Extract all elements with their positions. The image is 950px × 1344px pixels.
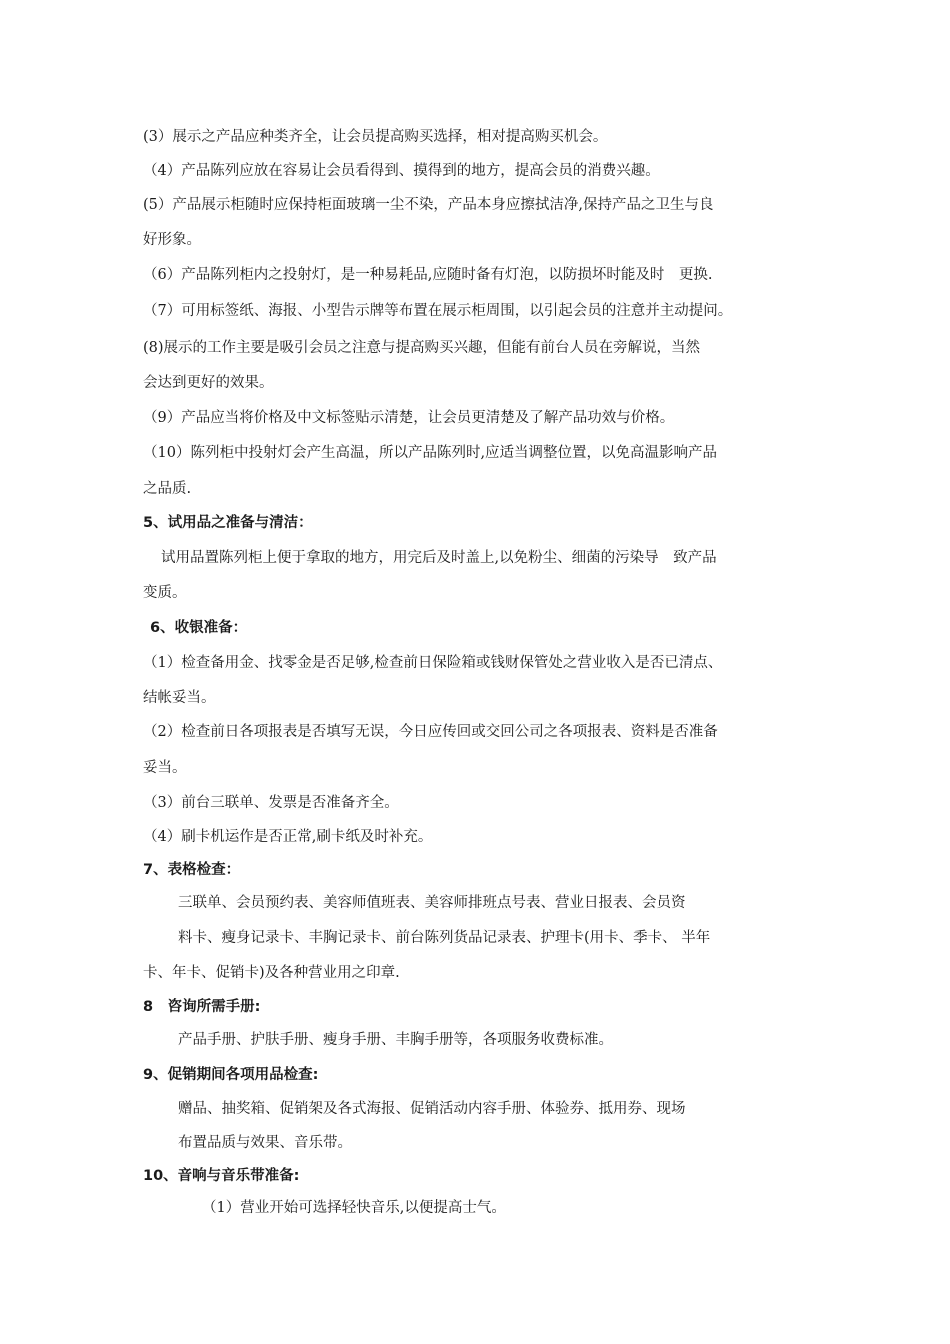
section-heading-6: 6、收银准备： <box>150 620 248 636</box>
section-heading-9: 9、促销期间各项用品检查: <box>143 1067 319 1083</box>
list-item: 结帐妥当。 <box>143 690 216 706</box>
section-heading-5: 5、试用品之准备与清洁： <box>143 515 313 531</box>
paragraph-line: 赠品、抽奖箱、促销架及各式海报、促销活动内容手册、体验券、抵用券、现场 <box>178 1101 686 1117</box>
paragraph-line: 布置品质与效果、音乐带。 <box>178 1135 352 1151</box>
list-item: （4）刷卡机运作是否正常,刷卡纸及时补充。 <box>143 829 433 845</box>
list-item: （1）检查备用金、找零金是否足够,检查前日保险箱或钱财保管处之营业收入是否已清点、 <box>143 655 723 671</box>
paragraph-line: 产品手册、护肤手册、瘦身手册、丰胸手册等，各项服务收费标准。 <box>178 1032 613 1048</box>
list-item: （3）前台三联单、发票是否准备齐全。 <box>143 795 399 811</box>
list-item: 会达到更好的效果。 <box>143 375 274 391</box>
paragraph-line: 三联单、会员预约表、美容师值班表、美容师排班点号表、营业日报表、会员资 <box>178 895 686 911</box>
list-item: (3）展示之产品应种类齐全，让会员提高购买选择，相对提高购买机会。 <box>143 129 608 145</box>
section-heading-7: 7、表格检查： <box>143 862 241 878</box>
list-item: 好形象。 <box>143 232 201 248</box>
list-item: 妥当。 <box>143 760 187 776</box>
list-item: （7）可用标签纸、海报、小型告示牌等布置在展示柜周围，以引起会员的注意并主动提问。 <box>143 303 733 319</box>
list-item: (5）产品展示柜随时应保持柜面玻璃一尘不染，产品本身应擦拭洁净,保持产品之卫生与良 <box>143 197 714 213</box>
list-item: （10）陈列柜中投射灯会产生高温，所以产品陈列时,应适当调整位置，以免高温影响产品 <box>143 445 718 461</box>
list-item: （6）产品陈列柜内之投射灯，是一种易耗品,应随时备有灯泡，以防损坏时能及时 更换. <box>143 267 713 283</box>
section-heading-8: 8 咨询所需手册: <box>143 999 261 1015</box>
paragraph-line: 试用品置陈列柜上便于拿取的地方，用完后及时盖上,以免粉尘、细菌的污染导 致产品 <box>161 550 717 566</box>
list-item: （1）营业开始可选择轻快音乐,以便提高士气。 <box>202 1200 506 1216</box>
list-item: （2）检查前日各项报表是否填写无误，今日应传回或交回公司之各项报表、资料是否准备 <box>143 724 718 740</box>
section-heading-10: 10、音响与音乐带准备: <box>143 1168 300 1184</box>
paragraph-line: 卡、年卡、促销卡)及各种营业用之印章. <box>143 965 400 981</box>
list-item: (8)展示的工作主要是吸引会员之注意与提高购买兴趣，但能有前台人员在旁解说，当然 <box>143 340 701 356</box>
paragraph-line: 变质。 <box>143 585 187 601</box>
list-item: 之品质. <box>143 481 192 497</box>
list-item: （9）产品应当将价格及中文标签贴示清楚，让会员更清楚及了解产品功效与价格。 <box>143 410 675 426</box>
list-item: （4）产品陈列应放在容易让会员看得到、摸得到的地方，提高会员的消费兴趣。 <box>143 163 660 179</box>
paragraph-line: 料卡、瘦身记录卡、丰胸记录卡、前台陈列货品记录表、护理卡(用卡、季卡、 半年 <box>178 930 711 946</box>
